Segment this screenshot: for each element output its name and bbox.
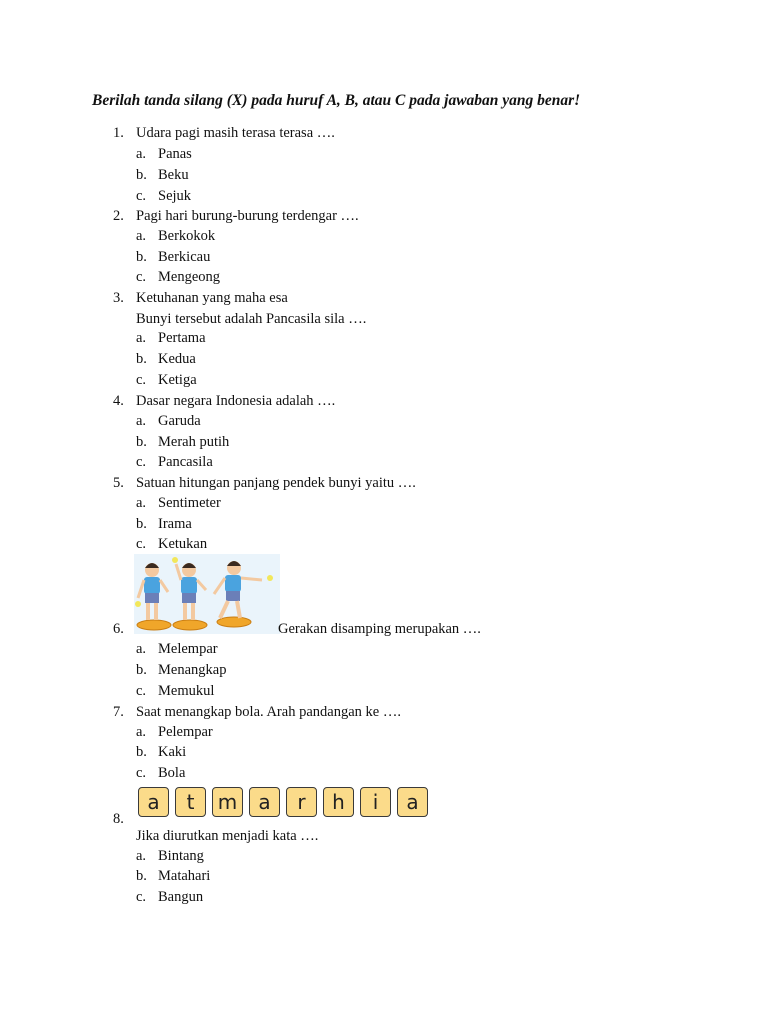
option-text: Matahari [158, 868, 211, 884]
option-text: Kaki [158, 744, 187, 760]
question-6 [113, 620, 136, 638]
option-6b[interactable] [136, 661, 226, 679]
option-letter: b. [136, 868, 147, 884]
option-text: Mengeong [158, 269, 221, 285]
option-letter: a. [136, 724, 147, 740]
throwing-illustration [134, 554, 280, 634]
question-3-subtext: Bunyi tersebut adalah Pancasila sila …. [136, 311, 367, 327]
option-text: Bintang [158, 848, 204, 864]
question-text: Saat menangkap bola. Arah pandangan ke …. [136, 704, 401, 720]
letter-tile: h [323, 787, 354, 817]
option-letter: a. [136, 228, 147, 244]
option-letter: a. [136, 495, 147, 511]
option-text: Merah putih [158, 434, 230, 450]
question-text: Udara pagi masih terasa terasa …. [136, 125, 335, 141]
option-text: Irama [158, 516, 192, 532]
option-7a[interactable] [136, 723, 213, 741]
option-text: Pelempar [158, 724, 213, 740]
option-letter: c. [136, 188, 147, 204]
option-text: Melempar [158, 641, 218, 657]
option-text: Bangun [158, 889, 204, 905]
question-4 [113, 392, 335, 410]
option-1c[interactable] [136, 187, 191, 205]
option-letter: c. [136, 765, 147, 781]
option-text: Kedua [158, 351, 196, 367]
instruction-text: Berilah tanda silang (X) pada huruf A, B, atau C pada jawaban yang benar! [92, 92, 581, 109]
question-8 [113, 810, 136, 828]
option-7c[interactable] [136, 764, 185, 782]
option-2c[interactable] [136, 268, 220, 286]
question-number: 3. [113, 290, 124, 306]
option-text: Pancasila [158, 454, 213, 470]
option-text: Menangkap [158, 662, 227, 678]
option-letter: a. [136, 146, 147, 162]
option-text: Ketukan [158, 536, 208, 552]
option-letter: a. [136, 848, 147, 864]
option-letter: c. [136, 536, 147, 552]
option-7b[interactable] [136, 743, 186, 761]
option-letter: b. [136, 662, 147, 678]
option-text: Memukul [158, 683, 215, 699]
option-letter: b. [136, 167, 147, 183]
letter-tile: r [286, 787, 317, 817]
option-letter: b. [136, 744, 147, 760]
option-6c[interactable] [136, 682, 214, 700]
option-letter: c. [136, 454, 147, 470]
option-letter: c. [136, 683, 147, 699]
option-letter: c. [136, 889, 147, 905]
question-text: Dasar negara Indonesia adalah …. [136, 393, 336, 409]
option-letter: b. [136, 516, 147, 532]
option-3a[interactable] [136, 329, 206, 347]
letter-tile: m [212, 787, 243, 817]
question-number: 2. [113, 208, 124, 224]
option-3c[interactable] [136, 371, 197, 389]
letter-tile: i [360, 787, 391, 817]
option-letter: c. [136, 372, 147, 388]
question-text: Satuan hitungan panjang pendek bunyi yaitu …. [136, 475, 416, 491]
question-number: 7. [113, 704, 124, 720]
option-text: Panas [158, 146, 192, 162]
letter-tile: a [138, 787, 169, 817]
option-2b[interactable] [136, 248, 210, 266]
question-text: Pagi hari burung-burung terdengar …. [136, 208, 359, 224]
option-8c[interactable] [136, 888, 203, 906]
option-5a[interactable] [136, 494, 221, 512]
option-text: Ketiga [158, 372, 197, 388]
option-text: Sejuk [158, 188, 192, 204]
option-text: Berkicau [158, 249, 211, 265]
option-text: Sentimeter [158, 495, 221, 511]
letter-tile: a [397, 787, 428, 817]
children-throwing-ball-image [134, 554, 280, 634]
question-1 [113, 124, 335, 142]
option-letter: a. [136, 413, 147, 429]
option-letter: b. [136, 351, 147, 367]
option-4c[interactable] [136, 453, 213, 471]
option-1a[interactable] [136, 145, 192, 163]
option-letter: a. [136, 330, 147, 346]
question-text: Gerakan disamping merupakan …. [278, 621, 481, 637]
question-3 [113, 289, 288, 307]
question-7 [113, 703, 401, 721]
option-2a[interactable] [136, 227, 215, 245]
letter-tile: t [175, 787, 206, 817]
option-5c[interactable] [136, 535, 207, 553]
question-number: 1. [113, 125, 124, 141]
letter-tile: a [249, 787, 280, 817]
question-8-subtext: Jika diurutkan menjadi kata …. [136, 828, 319, 844]
letter-tiles [138, 787, 428, 817]
option-letter: b. [136, 249, 147, 265]
option-text: Pertama [158, 330, 206, 346]
option-text: Beku [158, 167, 189, 183]
option-8a[interactable] [136, 847, 204, 865]
option-text: Garuda [158, 413, 201, 429]
question-number: 6. [113, 621, 124, 637]
question-2 [113, 207, 359, 225]
option-4b[interactable] [136, 433, 229, 451]
option-1b[interactable] [136, 166, 189, 184]
question-text: Ketuhanan yang maha esa [136, 290, 288, 306]
option-text: Bola [158, 765, 186, 781]
option-6a[interactable] [136, 640, 218, 658]
question-number: 4. [113, 393, 124, 409]
option-letter: c. [136, 269, 147, 285]
option-letter: b. [136, 434, 147, 450]
option-letter: a. [136, 641, 147, 657]
question-number: 5. [113, 475, 124, 491]
option-8b[interactable] [136, 867, 210, 885]
option-4a[interactable] [136, 412, 201, 430]
question-5 [113, 474, 416, 492]
option-3b[interactable] [136, 350, 196, 368]
question-number: 8. [113, 811, 124, 827]
option-5b[interactable] [136, 515, 192, 533]
option-text: Berkokok [158, 228, 216, 244]
